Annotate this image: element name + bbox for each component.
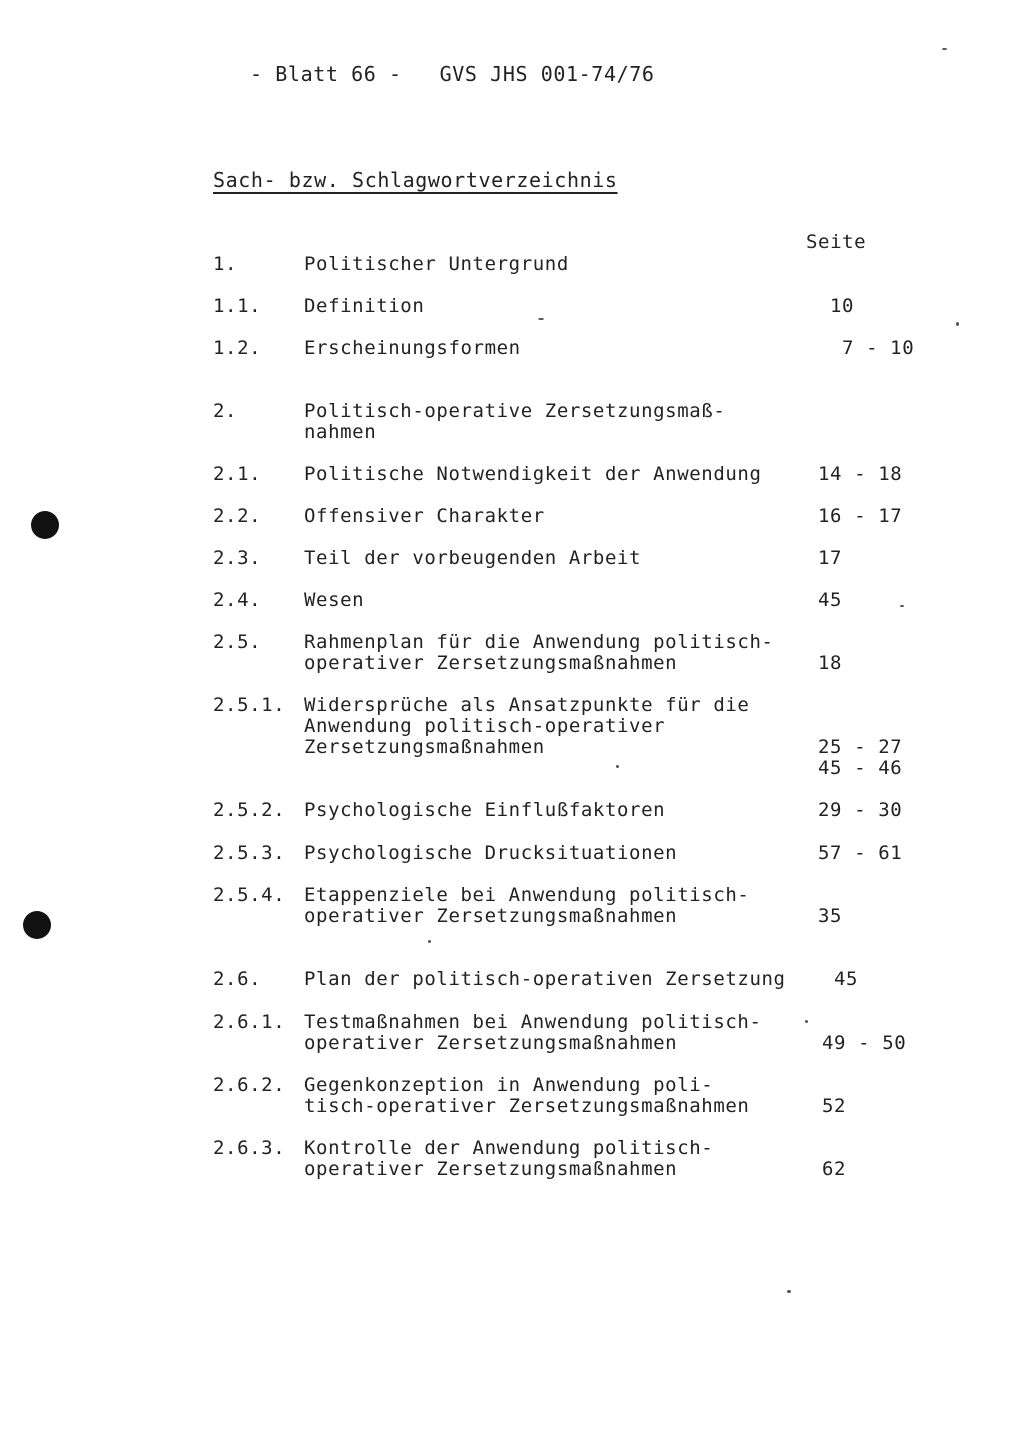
- entry-number: 2.6.3.: [213, 1137, 286, 1159]
- entry-number: 1.1.: [213, 295, 262, 317]
- entry-text: Widersprüche als Ansatzpunkte für die Anwendung politisch-operativer Zersetzungsmaßnahmen: [304, 694, 750, 758]
- scan-speck: [787, 1290, 791, 1293]
- scan-speck: [956, 322, 959, 326]
- entry-text: Erscheinungsformen: [304, 337, 521, 359]
- entry-number: 2.3.: [213, 547, 262, 569]
- entry-pages: 45: [834, 968, 859, 990]
- entry-text: Definition: [304, 295, 425, 317]
- entry-number: 2.6.1.: [213, 1011, 286, 1033]
- entry-pages: 49 - 50: [822, 1032, 907, 1054]
- entry-text: Teil der vorbeugenden Arbeit: [304, 547, 642, 569]
- entry-number: 2.5.: [213, 631, 262, 653]
- scan-speck: [428, 940, 431, 943]
- entry-text: Politischer Untergrund: [304, 253, 569, 275]
- entry-number: 2.6.: [213, 968, 262, 990]
- entry-text: Testmaßnahmen bei Anwendung politisch- operativer Zersetzungsmaßnahmen: [304, 1011, 762, 1054]
- entry-text: Gegenkonzeption in Anwendung poli- tisch-operativer Zersetzungsmaßnahmen: [304, 1074, 750, 1117]
- scan-speck: [616, 765, 619, 768]
- index-title: Sach- bzw. Schlagwortverzeichnis: [213, 168, 618, 192]
- entry-number: 2.2.: [213, 505, 262, 527]
- page-header: - Blatt 66 - GVS JHS 001-74/76: [250, 62, 655, 86]
- punch-hole-top: [31, 511, 59, 539]
- entry-text: Plan der politisch-operativen Zersetzung: [304, 968, 786, 990]
- entry-text: Wesen: [304, 589, 365, 611]
- entry-text: Etappenziele bei Anwendung politisch- operativer Zersetzungsmaßnahmen: [304, 884, 750, 927]
- scan-speck: [805, 1020, 808, 1023]
- entry-number: 1.2.: [213, 337, 262, 359]
- entry-pages: 10: [830, 295, 855, 317]
- entry-number: 2.5.1.: [213, 694, 286, 716]
- entry-text: Rahmenplan für die Anwendung politisch- operativer Zersetzungsmaßnahmen: [304, 631, 774, 674]
- entry-text: Psychologische Einflußfaktoren: [304, 799, 666, 821]
- entry-text: Kontrolle der Anwendung politisch- operativer Zersetzungsmaßnahmen: [304, 1137, 714, 1180]
- entry-pages: 25 - 27 45 - 46: [818, 736, 903, 779]
- entry-pages: 35: [818, 905, 843, 927]
- entry-pages: 45: [818, 589, 843, 611]
- entry-pages: 29 - 30: [818, 799, 903, 821]
- entry-pages: 17: [818, 547, 843, 569]
- entry-number: 2.5.2.: [213, 799, 286, 821]
- entry-text: Psychologische Drucksituationen: [304, 842, 678, 864]
- entry-pages: 16 - 17: [818, 505, 903, 527]
- entry-number: 2.1.: [213, 463, 262, 485]
- punch-hole-bottom: [23, 911, 51, 939]
- entry-number: 2.: [213, 400, 238, 422]
- scan-speck: [538, 318, 544, 320]
- entry-pages: 7 - 10: [842, 337, 915, 359]
- entry-pages: 62: [822, 1158, 847, 1180]
- entry-pages: 52: [822, 1095, 847, 1117]
- entry-number: 2.4.: [213, 589, 262, 611]
- entry-number: 2.6.2.: [213, 1074, 286, 1096]
- entry-text: Offensiver Charakter: [304, 505, 545, 527]
- entry-text: Politische Notwendigkeit der Anwendung: [304, 463, 762, 485]
- entry-number: 1.: [213, 253, 238, 275]
- entry-number: 2.5.4.: [213, 884, 286, 906]
- entry-text: Politisch-operative Zersetzungsmaß- nahmen: [304, 400, 726, 443]
- scan-speck: [900, 605, 904, 607]
- entry-number: 2.5.3.: [213, 842, 286, 864]
- scan-speck: [942, 48, 947, 50]
- page-column-label: Seite: [806, 231, 867, 253]
- entry-pages: 14 - 18: [818, 463, 903, 485]
- entry-pages: 18: [818, 652, 843, 674]
- entry-pages: 57 - 61: [818, 842, 903, 864]
